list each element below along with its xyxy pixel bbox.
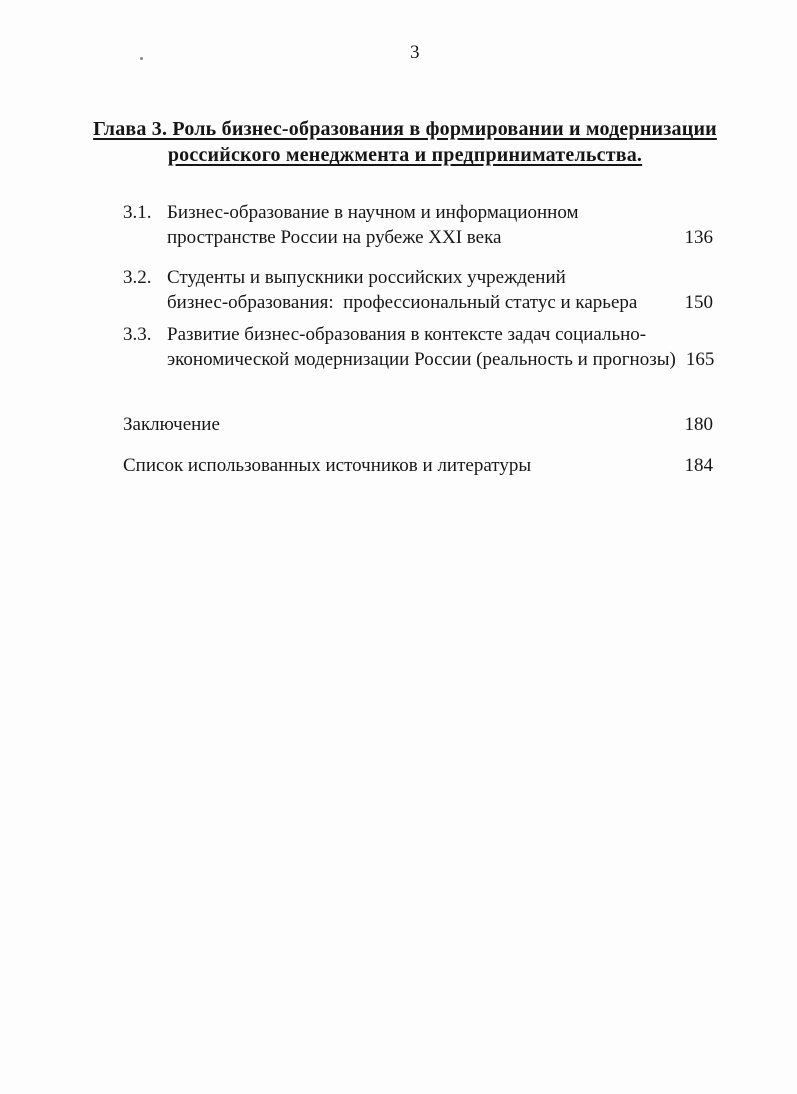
toc-entry-sources	[123, 453, 713, 478]
toc-entry-number: 3.3.	[123, 324, 152, 345]
toc-entry-page-number: 165	[685, 349, 715, 370]
toc-entry-3-2	[123, 265, 713, 315]
toc-entry-page-number: 184	[684, 455, 713, 476]
toc-entry-3-1	[123, 200, 713, 250]
toc-entry-title-line-1: Студенты и выпускники российских учреждений	[167, 267, 566, 288]
toc-entry-title-line-1: Развитие бизнес-образования в контексте задач социально-	[167, 324, 647, 345]
chapter-heading-line-1: Глава 3. Роль бизнес-образования в формировании и модернизации	[93, 118, 717, 140]
toc-entry-title: Список использованных источников и литературы	[123, 455, 532, 476]
toc-entry-conclusion	[123, 412, 713, 437]
toc-entry-page-number: 180	[684, 414, 713, 435]
toc-entry-number: 3.1.	[123, 202, 152, 223]
toc-entry-title	[167, 322, 676, 372]
toc-entry-title-line-2: бизнес-образования: профессиональный статус и карьера	[167, 292, 638, 313]
toc-entry-title: Заключение	[123, 414, 220, 435]
toc-entry-title	[167, 200, 675, 250]
toc-entry-3-3	[123, 322, 713, 372]
page-number: 3	[410, 42, 420, 63]
toc-entry-title-line-2: экономической модернизации России (реальность и прогнозы)	[167, 349, 676, 370]
chapter-heading-line-2: российского менеджмента и предпринимательства.	[167, 144, 643, 166]
toc-entry-page-number: 150	[684, 292, 713, 313]
toc-entry-page-number: 136	[684, 227, 713, 248]
scan-artifact-dot	[140, 57, 143, 60]
chapter-heading	[55, 116, 755, 168]
toc-entry-number: 3.2.	[123, 267, 152, 288]
toc-entry-title-line-2: пространстве России на рубеже XXI века	[167, 227, 502, 248]
toc-entry-title	[167, 265, 675, 315]
toc-entry-title-line-1: Бизнес-образование в научном и информационном	[167, 202, 579, 223]
